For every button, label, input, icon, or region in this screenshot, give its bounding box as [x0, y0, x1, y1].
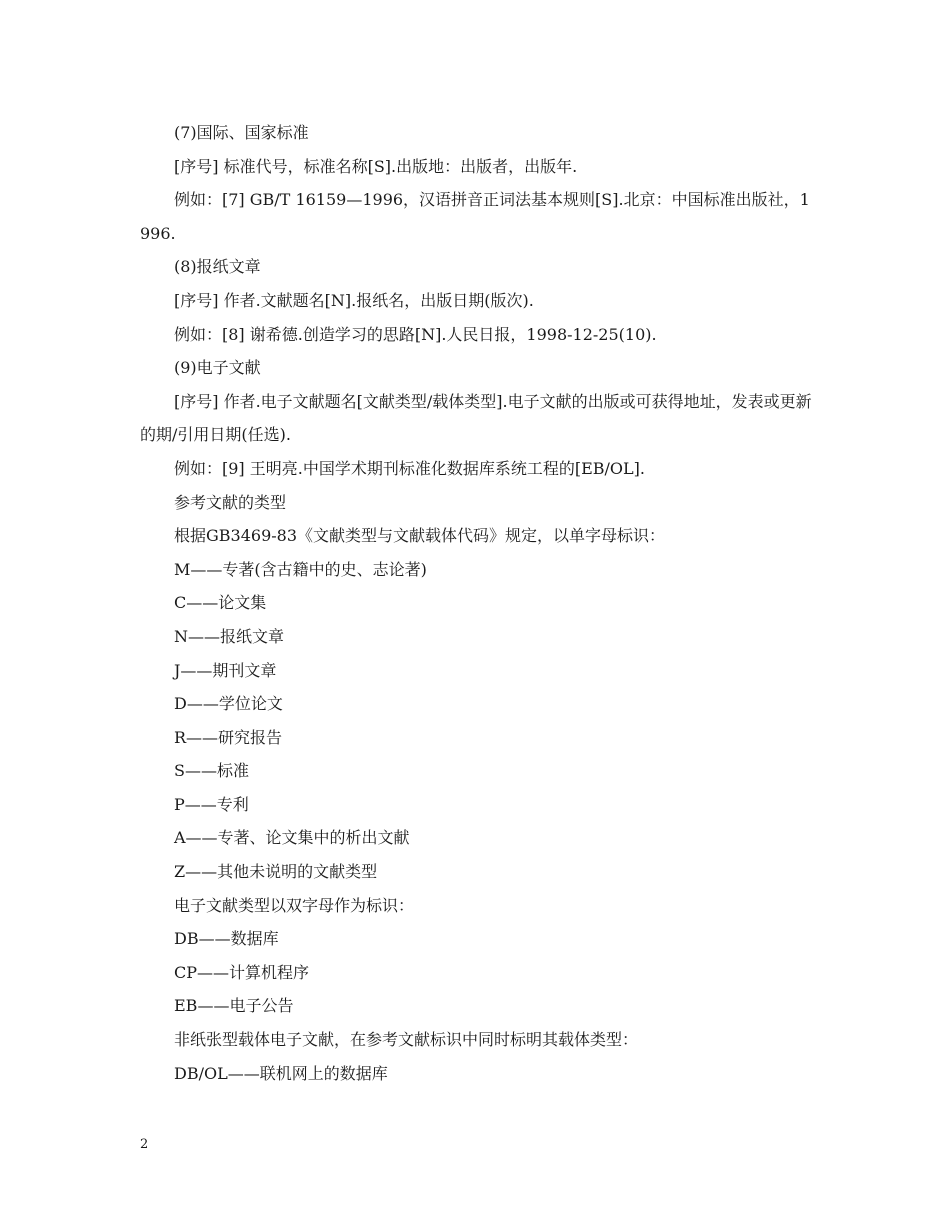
list-item-type-db: DB——数据库 — [174, 929, 279, 949]
list-item-type-n: N——报纸文章 — [174, 626, 285, 646]
list-item-type-d: D——学位论文 — [174, 694, 283, 714]
paragraph-electronic-example: 例如：[9] 王明亮.中国学术期刊标准化数据库系统工程的[EB/OL]. — [174, 458, 645, 478]
paragraph-carrier-intro: 非纸张型载体电子文献，在参考文献标识中同时标明其载体类型： — [174, 1030, 639, 1050]
paragraph-standard-example: 例如：[7] GB/T 16159—1996，汉语拼音正词法基本规则[S].北京：中国标准出版社，1996. — [140, 190, 810, 243]
document-body — [140, 116, 812, 1090]
list-item-type-z: Z——其他未说明的文献类型 — [174, 862, 378, 882]
list-item-type-r: R——研究报告 — [174, 727, 283, 747]
list-item-type-j: J——期刊文章 — [174, 660, 277, 680]
paragraph-newspaper-heading: (8)报纸文章 — [174, 257, 261, 277]
list-item-type-m: M——专著(含古籍中的史、志论著) — [174, 559, 427, 579]
list-item-type-a: A——专著、论文集中的析出文献 — [174, 828, 410, 848]
paragraph-types-intro: 根据GB3469-83《文献类型与文献载体代码》规定，以单字母标识： — [174, 526, 666, 546]
paragraph-electronic-heading: (9)电子文献 — [174, 358, 261, 378]
paragraph-electronic-types-intro: 电子文献类型以双字母作为标识： — [174, 895, 415, 915]
list-item-type-p: P——专利 — [174, 794, 249, 814]
list-item-type-db-ol: DB/OL——联机网上的数据库 — [174, 1063, 388, 1083]
list-item-type-s: S——标准 — [174, 761, 249, 781]
list-item-type-cp: CP——计算机程序 — [174, 962, 310, 982]
list-item-type-c: C——论文集 — [174, 593, 267, 613]
paragraph-standard-format: [序号] 标准代号，标准名称[S].出版地：出版者，出版年. — [174, 156, 578, 176]
paragraph-newspaper-example: 例如：[8] 谢希德.创造学习的思路[N].人民日报，1998-12-25(10). — [174, 324, 657, 344]
page-number: 2 — [140, 1137, 149, 1152]
paragraph-electronic-format: [序号] 作者.电子文献题名[文献类型/载体类型].电子文献的出版或可获得地址，发表或更新的期/引用日期(任选). — [140, 391, 812, 445]
list-item-type-eb: EB——电子公告 — [174, 996, 294, 1016]
paragraph-standard-heading: (7)国际、国家标准 — [174, 123, 309, 142]
paragraph-types-heading: 参考文献的类型 — [174, 492, 287, 512]
paragraph-newspaper-format: [序号] 作者.文献题名[N].报纸名，出版日期(版次). — [174, 290, 534, 310]
